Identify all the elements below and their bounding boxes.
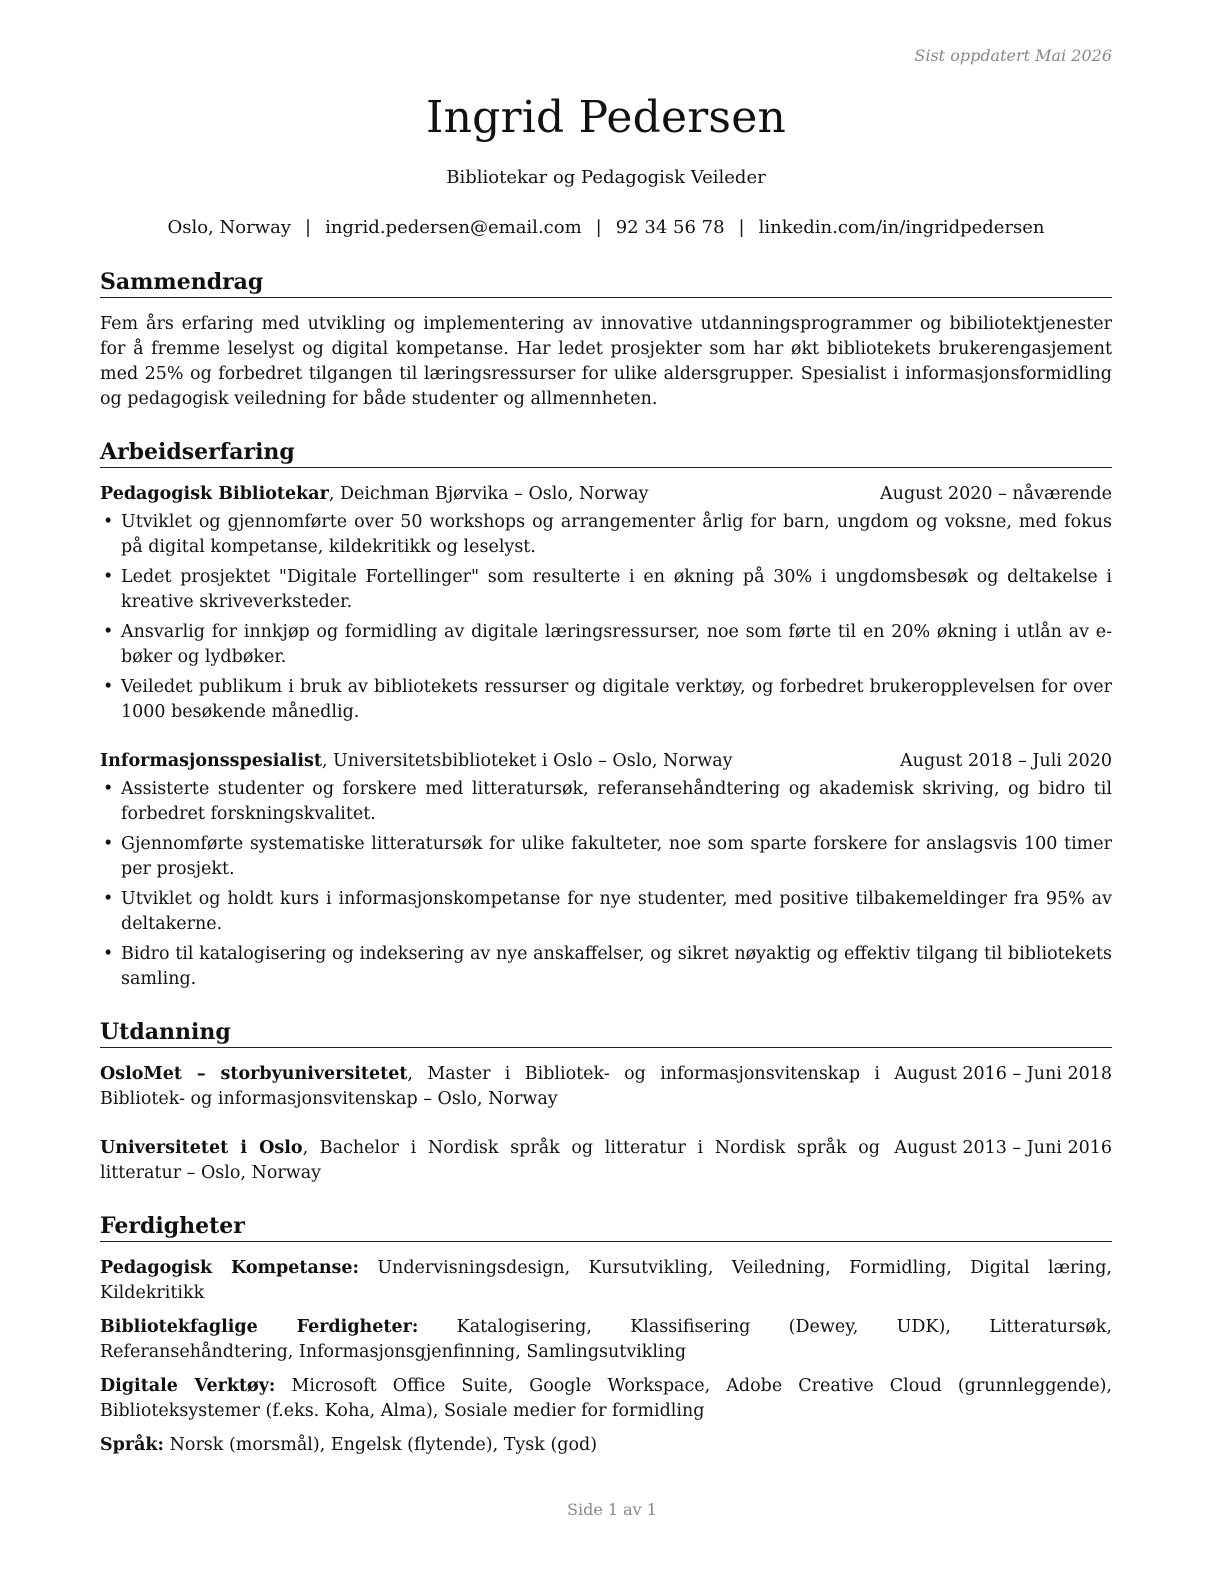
job-bullet: • Assisterte studenter og forskere med litteratursøk, referansehåndtering og akademisk skriving, og bidro til forbedret forskningskvalitet. xyxy=(100,777,1112,827)
last-updated: Sist oppdatert Mai 2026 xyxy=(914,46,1112,65)
job-bullet: • Veiledet publikum i bruk av bibliotekets ressurser og digitale verktøy, og forbedret brukeropplevelsen for over 1000 besøkende månedlig. xyxy=(100,675,1112,725)
contact-linkedin[interactable]: linkedin.com/in/ingridpedersen xyxy=(758,217,1045,238)
section-title-education: Utdanning xyxy=(100,1018,1112,1048)
job-entry xyxy=(100,482,1112,725)
job-org: , Deichman Bjørvika – Oslo, Norway xyxy=(328,484,649,504)
contact-separator: | xyxy=(595,217,602,238)
section-title-experience: Arbeidserfaring xyxy=(100,438,1112,468)
section-title-skills: Ferdigheter xyxy=(100,1212,1112,1242)
education-detail: , Master i Bibliotek- og informasjonsvitenskap i Bibliotek- og informasjonsvitenskap – Oslo, Norway xyxy=(100,1064,881,1109)
job-title: Bibliotekar og Pedagogisk Veileder xyxy=(446,167,766,188)
job-role-org xyxy=(100,482,649,507)
job-bullet: • Ledet prosjektet "Digitale Fortellinger" som resulterte i en økning på 30% i ungdomsbesøk og deltakelse i kreative skriveverksteder. xyxy=(100,565,1112,615)
education-dates: August 2016 – Juni 2018 xyxy=(894,1064,1112,1084)
skill-row xyxy=(100,1433,1112,1458)
contact-line xyxy=(100,216,1112,240)
job-header xyxy=(100,749,1112,774)
skill-value: Katalogisering, Klassifisering (Dewey, UDK), Litteratursøk, Referansehåndtering, Informasjonsgjenfinning, Samlingsutvikling xyxy=(100,1317,1112,1362)
education-dates: August 2013 – Juni 2016 xyxy=(894,1138,1112,1158)
job-bullet: • Utviklet og holdt kurs i informasjonskompetanse for nye studenter, med positive tilbakemeldinger fra 95% av deltakerne. xyxy=(100,887,1112,937)
job-bullets xyxy=(100,777,1112,992)
skill-row xyxy=(100,1374,1112,1424)
job-header xyxy=(100,482,1112,507)
job-entry xyxy=(100,749,1112,992)
education-info xyxy=(100,1136,880,1186)
job-role: Pedagogisk Bibliotekar xyxy=(100,484,329,504)
contact-separator: | xyxy=(304,217,312,238)
job-role: Informasjonsspesialist xyxy=(100,751,322,771)
contact-separator: | xyxy=(738,217,745,238)
job-role-org xyxy=(100,749,733,774)
page-number: Side 1 av 1 xyxy=(567,1500,657,1519)
skill-label: Bibliotekfaglige Ferdigheter: xyxy=(100,1317,419,1337)
job-bullet: • Ansvarlig for innkjøp og formidling av digitale læringsressurser, noe som førte til en 20% økning i utlån av e-bøker og lydbøker. xyxy=(100,620,1112,670)
education-school: Universitetet i Oslo xyxy=(100,1138,303,1158)
summary-text: Fem års erfaring med utvikling og implementering av innovative utdanningsprogrammer og bibiliotektjenester for å fremme leselyst og digital kompetanse. Har ledet prosjekter som har økt bibliotekets brukerengasjement med 25% og forbedret tilgangen til læringsressurser for ulike aldersgrupper. Spesialist i informasjonsformidling og pedagogisk veiledning for både studenter og allmennheten. xyxy=(100,314,1112,409)
job-dates: August 2020 – nåværende xyxy=(880,484,1112,504)
skill-value: Microsoft Office Suite, Google Workspace, Adobe Creative Cloud (grunnleggende), Biblioteksystemer (f.eks. Koha, Alma), Sosiale medier for formidling xyxy=(100,1376,1112,1421)
job-bullets xyxy=(100,510,1112,725)
skill-label: Språk: xyxy=(100,1435,165,1455)
education-school: OsloMet – storbyuniversitetet xyxy=(100,1064,408,1084)
job-bullet: • Gjennomførte systematiske litteratursøk for ulike fakulteter, noe som sparte forskere for anslagsvis 100 timer per prosjekt. xyxy=(100,832,1112,882)
education-entry xyxy=(100,1062,1112,1112)
contact-location: Oslo, Norway xyxy=(167,217,291,238)
job-dates: August 2018 – Juli 2020 xyxy=(900,751,1112,771)
skill-row xyxy=(100,1315,1112,1365)
skill-row xyxy=(100,1256,1112,1306)
education-info xyxy=(100,1062,880,1112)
contact-email[interactable]: ingrid.pedersen@email.com xyxy=(325,217,582,238)
person-name: Ingrid Pedersen xyxy=(425,92,786,143)
education-entry xyxy=(100,1136,1112,1186)
section-title-summary: Sammendrag xyxy=(100,268,1112,298)
job-bullet: • Utviklet og gjennomførte over 50 workshops og arrangementer årlig for barn, ungdom og voksne, med fokus på digital kompetanse, kildekritikk og leselyst. xyxy=(100,510,1112,560)
skill-label: Digitale Verktøy: xyxy=(100,1376,276,1396)
job-org: , Universitetsbiblioteket i Oslo – Oslo, Norway xyxy=(321,751,733,771)
skill-label: Pedagogisk Kompetanse: xyxy=(100,1258,359,1278)
education-detail: , Bachelor i Nordisk språk og litteratur i Nordisk språk og litteratur – Oslo, Norway xyxy=(100,1138,880,1183)
job-bullet: • Bidro til katalogisering og indeksering av nye anskaffelser, og sikret nøyaktig og effektiv tilgang til bibliotekets samling. xyxy=(100,942,1112,992)
skill-value: Norsk (morsmål), Engelsk (flytende), Tysk (god) xyxy=(164,1435,598,1455)
contact-phone: 92 34 56 78 xyxy=(615,217,725,238)
skill-value: Undervisningsdesign, Kursutvikling, Veiledning, Formidling, Digital læring, Kildekritikk xyxy=(100,1258,1112,1303)
